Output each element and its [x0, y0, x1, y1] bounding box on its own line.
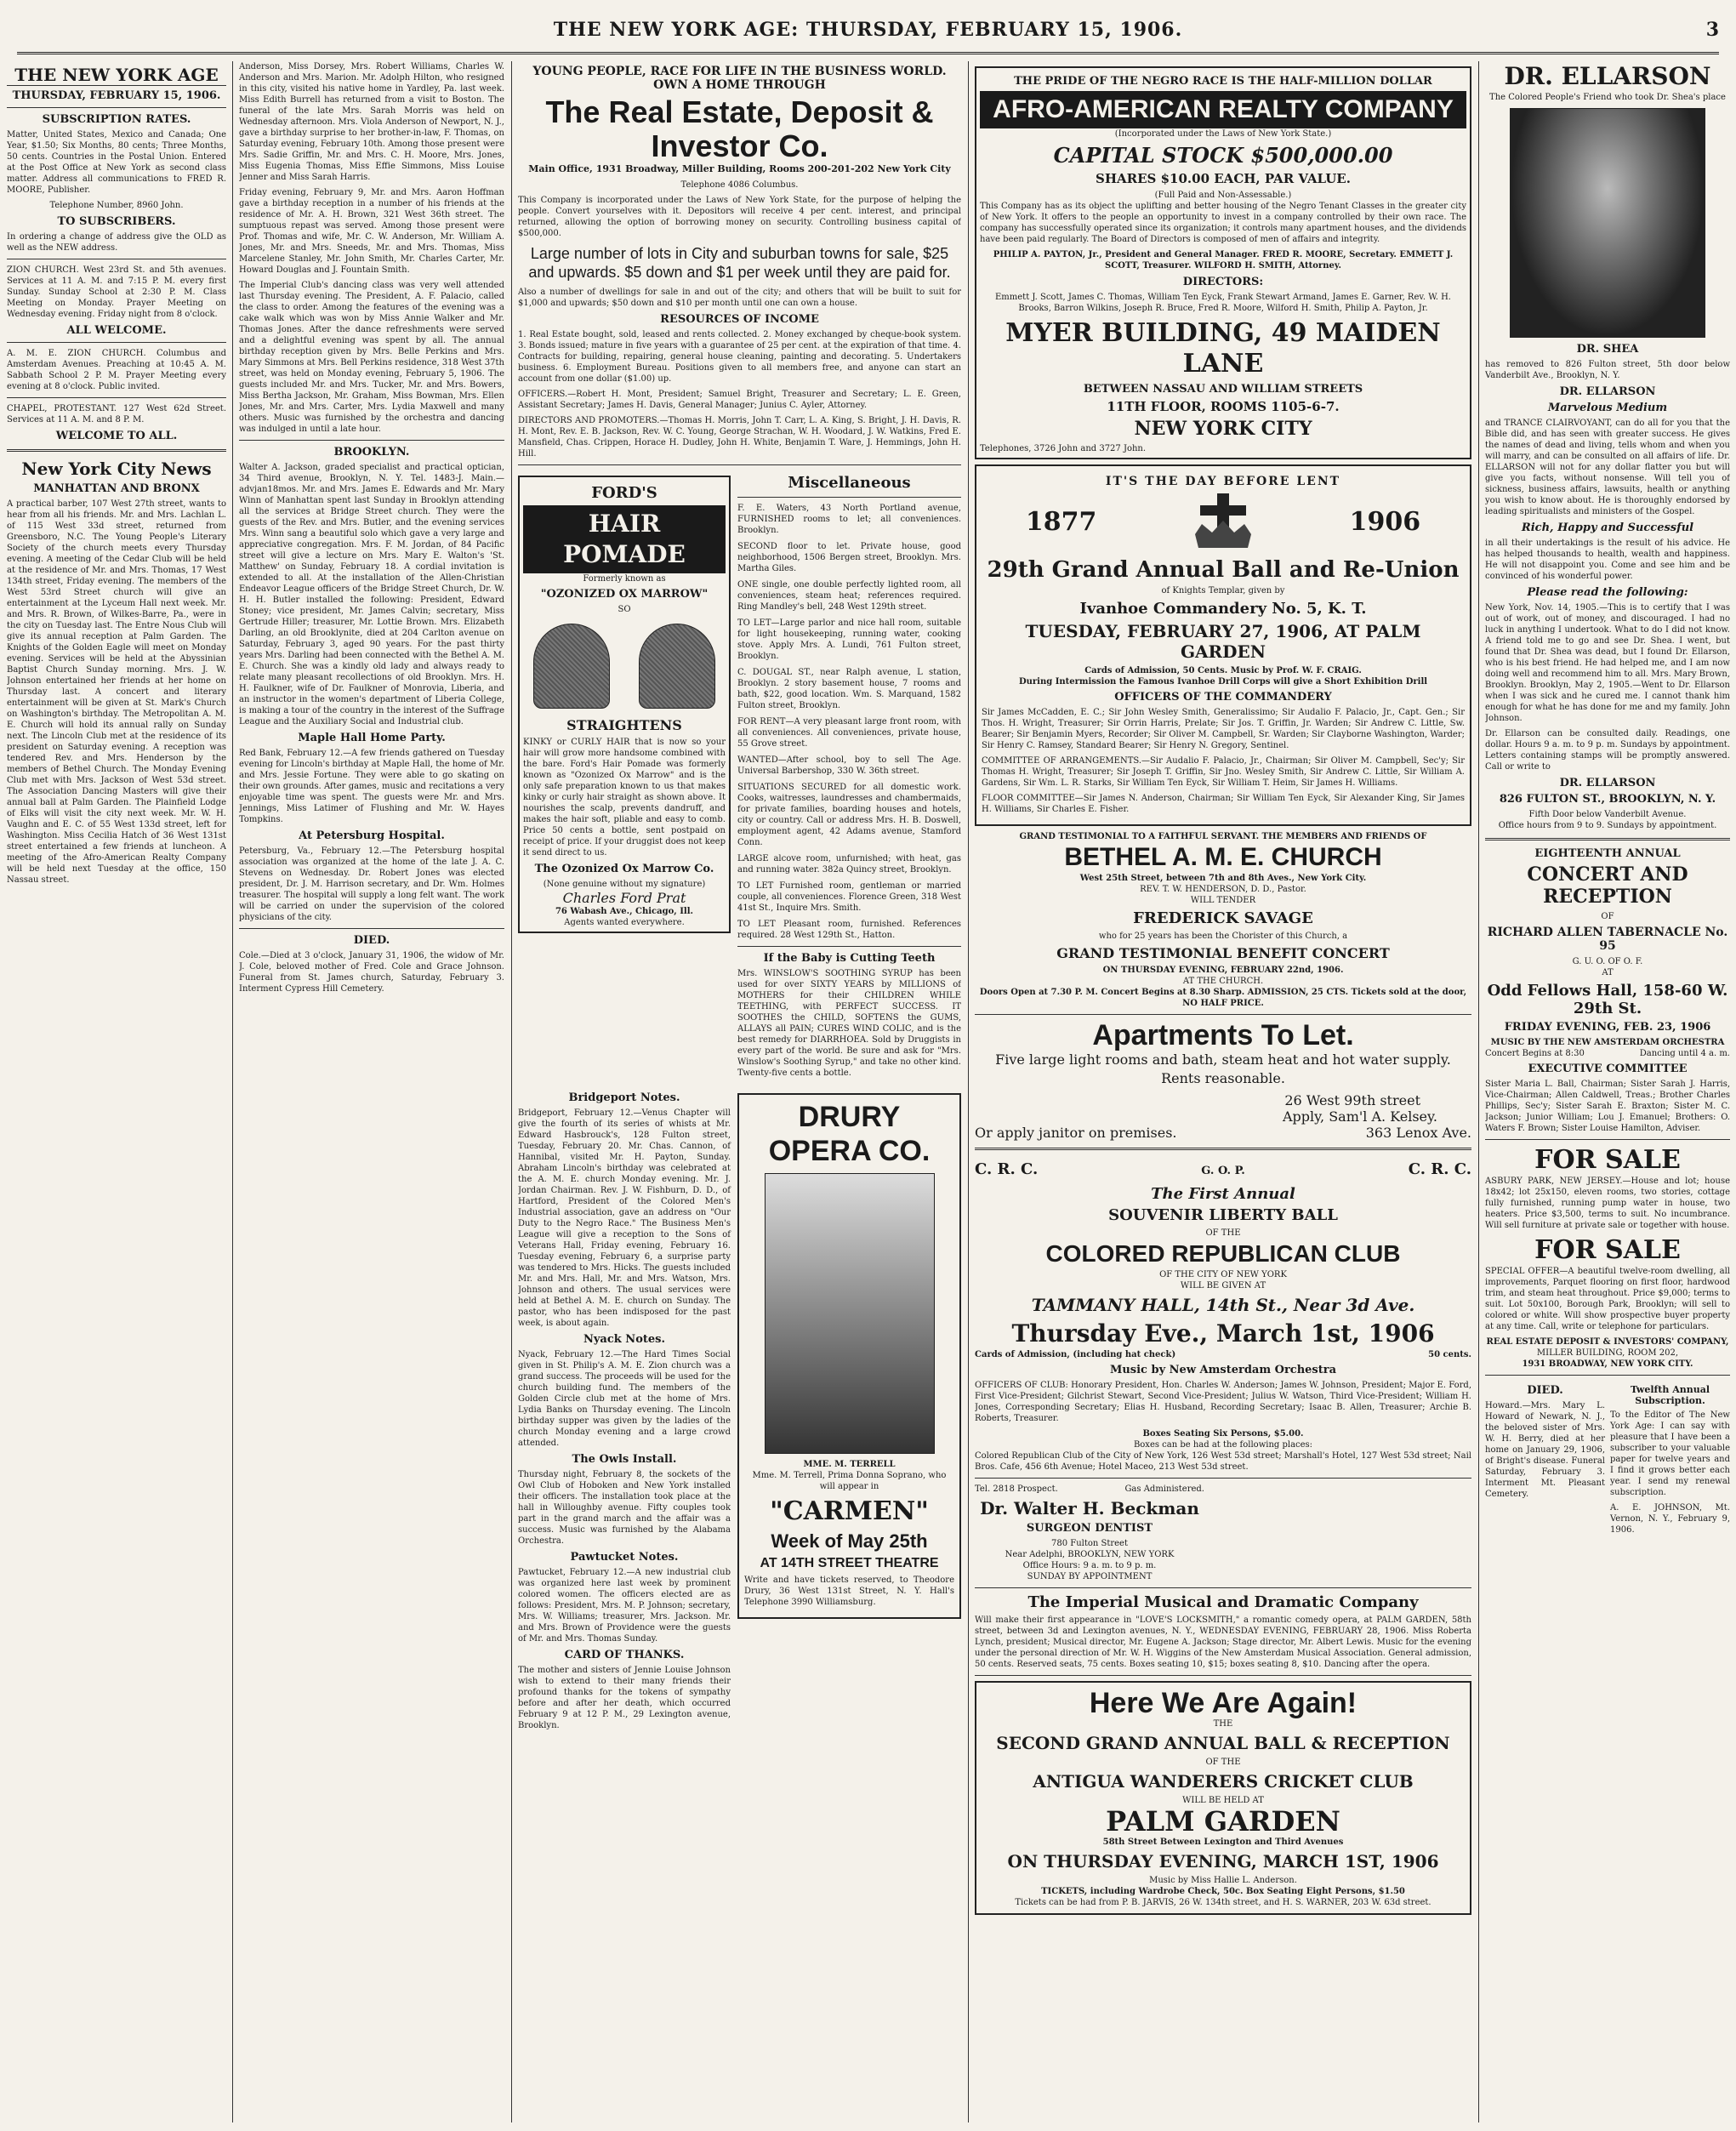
concert-begins: Concert Begins at 8:30 — [1485, 1049, 1585, 1058]
column-rule — [968, 61, 969, 2122]
realestate-company-name: The Real Estate, Deposit & Investor Co. — [545, 94, 934, 163]
boxes-sale: Boxes can be had at the following places: — [1133, 1440, 1313, 1450]
realestate-directors: DIRECTORS AND PROMOTERS.—Thomas H. Morris, John T. Carr, L. A. King, S. Bright, J. H. Davis, R. H. Mont, Rev. E. B. Jackson, Rev. W. C. Young, George Strachan, W. H. Woodard, J. W. Watkins, Fred E. Mansfield, Chas. Crippen, Horace H. Dudley, John H. White, Benjamin T. Ware, J. Hemmings, John H. Hill. — [518, 416, 961, 459]
apartments-janitor: Or apply janitor on premises. — [975, 1125, 1177, 1141]
pomade-ad — [518, 470, 731, 1083]
realestate-telephone: Telephone 4086 Columbus. — [680, 180, 799, 190]
classified-ad: F. E. Waters, 43 North Portland avenue, FURNISHED rooms to let; all conveniences. Brooklyn. — [737, 504, 961, 535]
directors-heading: DIRECTORS: — [1182, 276, 1264, 288]
drury-desc: Mme. M. Terrell, Prima Donna Soprano, who will appear in — [752, 1471, 947, 1491]
baby-heading: If the Baby is Cutting Teeth — [763, 952, 936, 965]
will-tender: WILL TENDER — [1190, 896, 1256, 905]
realty-name: AFRO-AMERICAN REALTY COMPANY — [980, 91, 1466, 128]
floor-committee: FLOOR COMMITTEE—Sir James N. Anderson, Chairman; Sir William Ten Eyck, Sir Alexander King, Sir James H. Williams, Sir Charles E. Fisher. — [982, 794, 1465, 814]
ivanhoe-line: Ivanhoe Commandery No. 5, K. T. — [1079, 600, 1367, 618]
apartments-ad — [975, 1020, 1471, 1141]
bethel-title: BETHEL A. M. E. CHURCH — [1064, 843, 1382, 871]
thanks-heading: CARD OF THANKS. — [564, 1649, 685, 1661]
ball-admission: Cards of Admission, 50 Cents. Music by Prof. W. F. CRAIG. — [1084, 666, 1362, 675]
city-ny: OF THE CITY OF NEW YORK — [1159, 1270, 1287, 1279]
classified-ad: TO LET Pleasant room, furnished. References required. 28 West 129th St., Hatton. — [737, 920, 961, 940]
gud-order: G. U. O. OF O. F. — [1572, 957, 1643, 966]
date-line: THURSDAY, FEBRUARY 15, 1906. — [12, 89, 221, 102]
column-rule — [232, 61, 233, 2122]
bridgeport-text: Bridgeport, February 12.—Venus Chapter will give the fourth of its series of whists at Mr. Edward Hasbrouck's, 128 Fulton street, Tuesday, February 20. Mr. Chas. Cannon, of Hannibal, visited Mr. H. Payton, Sunday. Abraham Lincoln's birthday was celebrated at the A. M. E. church Monday evening. Mr. J. Jordan Chairman. Rev. J. W. Fishburn, D. D., of Hartford, President of the Colored Men's Industrial association, gave an address on "Our Duty to the Negro Race." The Business Men's League will give a reception to the Sons of Veterans Hall, Friday evening, February 16. Tuesday evening, February 6, a surprise party was tendered to Mrs. Hicks. The guests included Mr. and Mrs. Hall, Mr. and Mrs. Watson, Mrs. Johnson and others. The usual services were held at Bethel A. M. E. church on Sunday. The pastor, who has been indisposed for the past week, is about again. — [518, 1108, 731, 1328]
second-ball: SECOND GRAND ANNUAL BALL & RECEPTION — [996, 1733, 1450, 1753]
pomade-old-name: "OZONIZED OX MARROW" — [540, 588, 709, 601]
beckman-gas: Gas Administered. — [1124, 1484, 1204, 1494]
pawtucket-text: Pawtucket, February 12.—A new industrial club was organized here last week by prominent colored women. The officers elected are as follows: President, Mrs. M. P. Johnson; secretary, Mrs. W. Williams; treasurer, Mrs. Jackson. Mr. and Mrs. Brown of Providence were the guests of Mr. and Mrs. Thomas Sunday. — [518, 1568, 731, 1644]
lent-line: IT'S THE DAY BEFORE LENT — [1105, 475, 1341, 488]
drury-ad — [737, 1088, 961, 1735]
at-label: AT — [1602, 968, 1614, 977]
society-text: The Imperial Club's dancing class was very well attended last Thursday evening. The President, A. F. Palacio, called the class to order. Among the features of the evening was a cake walk which was won by Miss Annie Walker and Mr. Thomas Jones. After the dance refreshments were served and a delightful evening was spent by all. The annual birthday reception given by Mrs. Belle Perkins and Mrs. Mary Simmons at Mrs. Bell Perkins residence, 318 West 37th street, was held on Monday evening, February 5, 1906. The guests included Mr. and Mrs. Tucker, Mr. and Mrs. Bowers, Miss Bertha Jackson, Mr. Graham, Miss Bowman, Mrs. Ellen Jones, Mr. and Mrs. Carter, Mrs. Lydia Maxwell and many others. Music was furnished by the orchestra and dancing was indulged in until a late hour. — [239, 281, 504, 434]
classified-ad: WANTED—After school, boy to sell The Age. Universal Barbershop, 330 W. 36th street. — [737, 755, 961, 776]
imperial-text: Will make their first appearance in "LOVE'S LOCKSMITH," a romantic comedy opera, at PALM GARDEN, 58th street, between 3d and Lexington avenues, N. Y., WEDNESDAY EVENING, FEBRUARY 28, 1906. Miss Roberta Lynch, president; Musical director, Mr. Eugene A. Jackson; Stage director, Mr. Albert Lewis. Music for the evening under the personal direction of Mr. W. H. Wiggins of the New Amsterdam Musical Association. General admission, 50 cents. Reserved seats, 75 cents. Boxes seating 10, $15; boxes seating 8, $10. Dancing after the opera. — [975, 1615, 1471, 1669]
ellarson-closing: Dr. Ellarson can be consulted daily. Readings, one dollar. Hours 9 a. m. to 9 p. m. Sundays by appointment. Letters containing stamps will be promptly answered. Call or write to — [1485, 729, 1730, 772]
masthead-title: THE NEW YORK AGE: THURSDAY, FEBRUARY 15, 1906. — [553, 18, 1183, 41]
manhattan-heading: MANHATTAN AND BRONX — [33, 482, 200, 495]
thanks-text: The mother and sisters of Jennie Louise Johnson wish to extend to their many friends their profound thanks for the tokens of sympathy before and after her death, which occurred February 9 at 12 P. M., 29 Lexington avenue, Brooklyn. — [518, 1666, 731, 1730]
concert-title: GRAND TESTIMONIAL BENEFIT CONCERT — [1056, 945, 1390, 961]
myer-tel: Telephones, 3726 John and 3727 John. — [980, 444, 1147, 453]
pomade-address: 76 Wabash Ave., Chicago, Ill. — [555, 907, 694, 916]
odd-fellows-ad — [1485, 847, 1730, 1134]
church-notice: ZION CHURCH. West 23rd St. and 5th avenues. Services at 11 A. M. and 7:15 P. M. every first Sunday. Sunday School at 2:30 P. M. Class Meeting on Monday. Prayer Meeting on Wednesday evening. Friday night from 8 o'clock. — [7, 265, 226, 319]
antigua-club: ANTIGUA WANDERERS CRICKET CLUB — [1033, 1771, 1414, 1792]
thursday-eve: Thursday Eve., March 1st, 1906 — [1011, 1319, 1435, 1348]
realty-top: THE PRIDE OF THE NEGRO RACE IS THE HALF-MILLION DOLLAR — [1014, 75, 1432, 88]
classified-ad: LARGE alcove room, unfurnished; with heat, gas and running water. 382a Quincy street, Brooklyn. — [737, 854, 961, 875]
friday-evening: FRIDAY EVENING, FEB. 23, 1906 — [1504, 1021, 1711, 1034]
ellarson-name-3: DR. ELLARSON — [1559, 777, 1656, 789]
dancing-until: Dancing until 4 a. m. — [1639, 1049, 1730, 1058]
terrell-portrait — [765, 1173, 935, 1454]
palm-garden: PALM GARDEN — [1106, 1805, 1340, 1838]
drury-title: DRURY OPERA CO. — [768, 1101, 931, 1167]
realty-text: This Company has as its object the uplifting and better housing of the Negro Tenant Classes in the greater city of New York. It offers to the people an opportunity to invest in a company controlled by their own race. The company has successfully operated since its organization; it controls many apartment houses, and the dividends have been paid regularly. The Board of Directors is composed of men of affairs and integrity. — [980, 202, 1466, 244]
column-6 — [1485, 61, 1730, 2122]
bridgeport-heading: Bridgeport Notes. — [568, 1091, 680, 1104]
maple-hall-text: Red Bank, February 12.—A few friends gathered on Tuesday evening for Lincoln's birthday at Maple Hall, the home of Mr. and Mrs. Jessie Fortune. They were able to go skating on their own grounds. After games, music and recitations a very enjoyable time was spent. The guests were Mr. and Mrs. Jennings, Miss Latimer of Flushing and Mr. W. Hayes Tompkins. — [239, 749, 504, 824]
society-text: Anderson, Miss Dorsey, Mrs. Robert Williams, Charles W. Anderson and Mrs. Marion. Mr. Adolph Hilton, who resigned in this city, visited his native home in Yardley, Pa. last week. Miss Edith Burrell has returned from a visit to Boston. The funeral of the late Mrs. Sarah Morris was held on Wednesday afternoon. Mrs. Viola Anderson of Newport, N. J., gave a birthday surprise to her brother-in-law, F. Thomas, on Saturday evening, February 10th. Among those present were Mrs. Sadie Griffin, Mr. and Mrs. C. H. Moore, Mrs. Jones, Miss Eugenia Thomas, Miss Effie Simmons, Miss Louise Jenner and Miss Sarah Harris. — [239, 62, 504, 182]
subscription-text: Matter, United States, Mexico and Canada; One Year, $1.50; Six Months, 80 cents; Three Months, 50 cents. Countries in the Postal Union. Entered at the Post Office at New York as second class matter. Address all communications to FRED R. MOORE, Publisher. — [7, 130, 226, 195]
pomade-text: KINKY or CURLY HAIR that is now so your hair will grow more handsome combined with the bare. Ford's Hair Pomade was formerly known as "Ozonized Ox Marrow" and is the only safe preparation known to us that makes kinky or curly hair straight as shown above. It nourishes the scalp, prevents dandruff, and makes the hair soft, pliable and easy to comb. Price 50 cents a bottle, sent postpaid on receipt of price. If your druggist does not keep it send direct to us. — [523, 738, 726, 858]
concert-date: ON THURSDAY EVENING, FEBRUARY 22nd, 1906. — [1102, 966, 1344, 975]
doors-line: Doors Open at 7.30 P. M. Concert Begins at 8.30 Sharp. ADMISSION, 25 CTS. Tickets sold at the door, NO HALF PRICE. — [979, 988, 1467, 1008]
tickets: TICKETS, including Wardrobe Check, 50c. Box Seating Eight Persons, $1.50 — [1041, 1887, 1405, 1896]
telephone-line: Telephone Number, 8960 John. — [49, 201, 184, 210]
testimonial-line: GRAND TESTIMONIAL TO A FAITHFUL SERVANT. THE MEMBERS AND FRIENDS OF — [1019, 832, 1427, 841]
ellarson-office: Office hours from 9 to 9. Sundays by appointment. — [1498, 821, 1717, 830]
carmen-title: "CARMEN" — [770, 1496, 929, 1526]
ellarson-tagline: The Colored People's Friend who took Dr. Shea's place — [1489, 93, 1726, 102]
column-rule — [511, 61, 512, 2122]
rich-heading: Rich, Happy and Successful — [1521, 521, 1694, 534]
realestate-banner: YOUNG PEOPLE, RACE FOR LIFE IN THE BUSINESS WORLD. OWN A HOME THROUGH — [532, 65, 947, 92]
knights-ball-ad — [975, 464, 1471, 826]
will-be-held: WILL BE HELD AT — [1182, 1796, 1264, 1805]
of-label: OF — [1601, 912, 1614, 921]
fifty-cents: 50 cents. — [1428, 1350, 1471, 1359]
pomade-so: SO — [618, 605, 631, 614]
petersburg-heading: At Petersburg Hospital. — [299, 829, 445, 842]
page-number: 3 — [1705, 18, 1719, 41]
committee-text: Sister Maria L. Ball, Chairman; Sister Sarah J. Harris, Vice-Chairman; Allen Caldwell, Treas.; Brother Charles Phillips, Sec'y; Sister Sarah E. Braxton; Sister M. C. Jackson; Junior William; Lou J. Emanuel; Brothers: O. Waters F. Brown; Sister Louise Hamilton, Adviser. — [1485, 1080, 1730, 1133]
exec-committee-heading: EXECUTIVE COMMITTEE — [1528, 1063, 1688, 1075]
club-officers: OFFICERS OF CLUB: Honorary President, Hon. Charles W. Anderson; James W. Johnson, President; Major E. Ford, First Vice-President; Gilchrist Stewart, Second Vice-President; Julius W. Watson, Third Vice-President; William H. Jones, Corresponding Secretary; Elias H. Husband, Recording Secretary; Isaac B. Allen, Treasurer; Archie B. Roberts, Treasurer. — [975, 1381, 1471, 1423]
week-of: Week of May 25th — [771, 1530, 928, 1552]
music-orchestra: MUSIC BY THE NEW AMSTERDAM ORCHESTRA — [1490, 1038, 1725, 1047]
bethel-pastor: REV. T. W. HENDERSON, D. D., Pastor. — [1140, 885, 1306, 894]
pomade-signature-note: (None genuine without my signature) — [543, 880, 706, 889]
realty-directors: Emmett J. Scott, James C. Thomas, William Ten Eyck, Frank Stewart Armand, James E. Garner, Rev. W. H. Brooks, Barron Wilkins, Joseph R. Bruce, Fred R. Moore, Wilford H. Smith, Philip A. Payton, Jr. — [995, 293, 1451, 313]
music-nao: Music by New Amsterdam Orchestra — [1109, 1364, 1337, 1376]
head-after-illustration — [639, 624, 715, 709]
commandery-heading: OFFICERS OF THE COMMANDERY — [1114, 691, 1332, 704]
realty-officers: PHILIP A. PAYTON, Jr., President and General Manager. FRED R. MOORE, Secretary. EMMETT J. SCOTT, Treasurer. WILFORD H. SMITH, Attorney. — [993, 250, 1454, 271]
twelfth-heading: Twelfth Annual Subscription. — [1630, 1384, 1710, 1406]
ellarson-address-2: Fifth Door below Vanderbilt Avenue. — [1528, 810, 1687, 819]
nyack-heading: Nyack Notes. — [583, 1333, 665, 1346]
ball-title: 29th Grand Annual Ball and Re-Union — [987, 557, 1460, 583]
died-text: Cole.—Died at 3 o'clock, January 31, 1906, the widow of Mr. J. Cole, beloved mother of Fred. Cole and Grace Johnson. Funeral from St. James church, Saturday, February 3. Interment Cypress Hill Cemetery. — [239, 951, 504, 994]
beckman-title: SURGEON DENTIST — [1026, 1522, 1153, 1535]
beckman-hours: Office Hours: 9 a. m. to 9 p. m. — [1022, 1561, 1157, 1570]
odd-fellows-hall: Odd Fellows Hall, 158-60 W. 29th St. — [1487, 982, 1728, 1017]
chapel-notice: CHAPEL, PROTESTANT. 127 West 62d Street. Services at 11 A. M. and 8 P. M. — [7, 404, 226, 424]
shea-text: has removed to 826 Fulton street, 5th door below Vanderbilt Ave., Brooklyn, N. Y. — [1485, 360, 1730, 380]
classified-ad: TO LET Furnished room, gentleman or married couple, all conveniences. Florence Green, 318 West 41st St., Inquire Mrs. Smith. — [737, 881, 961, 913]
shea-name: DR. SHEA — [1576, 343, 1639, 356]
cross-crown-icon — [1185, 492, 1261, 551]
apartments-title: Apartments To Let. — [1092, 1019, 1354, 1051]
to-subscribers-text: In ordering a change of address give the OLD as well as the NEW address. — [7, 232, 226, 253]
lots-offer: Large number of lots in City and suburban towns for sale, $25 and upwards. $5 down and $1 per week until they are paid for. — [528, 245, 951, 281]
myer-city: NEW YORK CITY — [1134, 418, 1312, 440]
pomade-agents: Agents wanted everywhere. — [564, 918, 685, 927]
palm-address: 58th Street Between Lexington and Third Avenues — [1102, 1838, 1344, 1847]
beckman-tel: Tel. 2818 Prospect. — [975, 1484, 1058, 1494]
welcome-line: WELCOME TO ALL. — [55, 430, 178, 442]
antigua-ball-ad — [975, 1681, 1471, 1915]
twelfth-text: To the Editor of The New York Age: I can say with pleasure that I have been a subscriber to your valuable paper for twelve years and I find it grows better each year. I send my renewal subscription. — [1610, 1410, 1730, 1497]
apartments-address: 26 West 99th street — [1284, 1092, 1420, 1108]
died-text: Howard.—Mrs. Mary L. Howard of Newark, N. J., the beloved sister of Mrs. W. H. Berry, died at her home on January 29, 1906, of Bright's disease. Funeral Saturday, February 3. Interment Mt. Pleasant Cemetery. — [1485, 1401, 1605, 1499]
colored-republican-club: COLORED REPUBLICAN CLUB — [1045, 1240, 1401, 1267]
petersburg-text: Petersburg, Va., February 12.—The Petersburg hospital association was organized at the home of the late J. A. C. Stevens on Wednesday. Dr. Robert Jones was elected president, Dr. J. M. Harrison secretary, and Dr. Wm. Holmes treasurer. The hospital will supply a long felt want. The work will be carried on under the supervision of the colored physicians of the city. — [239, 846, 504, 922]
classified-ad: FOR RENT—A very pleasant large front room, with all conveniences. All conveniences, private house, 55 Grove street. — [737, 717, 961, 749]
myer-floor: 11TH FLOOR, ROOMS 1105-6-7. — [1107, 399, 1340, 414]
baby-text: Mrs. WINSLOW'S SOOTHING SYRUP has been used for over SIXTY YEARS by MILLIONS of MOTHERS for their CHILDREN WHILE TEETHING, with PERFECT SUCCESS. IT SOOTHES the CHILD, SOFTENS the GUMS, ALLAYS all PAIN; CURES WIND COLIC, and is the best remedy for DIARRHOEA. Sold by Druggists in every part of the world. Be sure and ask for "Mrs. Winslow's Soothing Syrup," and take no other kind. Twenty-five cents a bottle. — [737, 969, 961, 1078]
broadway-address: 1931 BROADWAY, NEW YORK CITY. — [1522, 1359, 1693, 1369]
imperial-heading: The Imperial Musical and Dramatic Company — [1027, 1593, 1419, 1611]
here-again: Here We Are Again! — [1089, 1687, 1357, 1719]
realestate-office: Main Office, 1931 Broadway, Miller Building, Rooms 200-201-202 New York City — [528, 163, 951, 174]
tickets-note: Tickets can be had from P. B. JARVIS, 26 W. 134th street, and H. S. WARNER, 203 W. 63d street. — [1015, 1898, 1431, 1907]
beckman-sunday: SUNDAY BY APPOINTMENT — [1027, 1572, 1153, 1581]
classified-ad: ONE single, one double perfectly lighted room, all conveniences, steam heat; references required. Ring Mandley's bell, 248 West 129th street. — [737, 580, 961, 612]
capital-stock: CAPITAL STOCK $500,000.00 — [1053, 143, 1393, 168]
owls-text: Thursday night, February 8, the sockets of the Owl Club of Hoboken and New York installed their officers. The installation took place at the hall in Willoughby avenue. Fifty couples took part in the grand march and the affair was a success. Music was furnished by the Alabama Orchestra. — [518, 1470, 731, 1546]
pawtucket-heading: Pawtucket Notes. — [570, 1551, 679, 1564]
society-text: Friday evening, February 9, Mr. and Mrs. Aaron Hoffman gave a birthday reception in a number of his friends at the residence of Mr. A. H. Brown, 321 West 36th street. The sumptuous repast was served. Among those present were Prof. Thomas and wife, Mr. C. W. Anderson, Mr. William A. Jones, Mr. and Mrs. Sneeds, Mr. and Mrs. Thomas, Miss Marcelene Stanley, Mr. John Smith, Mr. Charles Carter, Mr. Howard Douglas and J. Fountain Smith. — [239, 188, 504, 275]
welcome-line: ALL WELCOME. — [66, 324, 167, 337]
ellarson-portrait — [1510, 108, 1705, 338]
local-notes-column — [518, 1088, 731, 1735]
eighteenth-annual: EIGHTEENTH ANNUAL — [1534, 847, 1681, 860]
drill-line: During Intermission the Famous Ivanhoe Drill Corps will give a Short Exhibition Drill — [1018, 677, 1428, 687]
souvenir-ball: SOUVENIR LIBERTY BALL — [1108, 1206, 1338, 1224]
maple-hall-heading: Maple Hall Home Party. — [298, 732, 446, 744]
church-notice: A. M. E. ZION CHURCH. Columbus and Amsterdam Avenues. Preaching at 10:45 A. M. Sabbath School 2 P. M. Prayer Meeting every evening at 8 o'clock. Public invited. — [7, 349, 226, 391]
apartments-text: Five large light rooms and bath, steam heat and hot water supply. Rents reasonable. — [995, 1051, 1451, 1086]
twelfth-sign: A. E. JOHNSON, Mt. Vernon, N. Y., February 9, 1906. — [1610, 1503, 1730, 1535]
pomade-straightens: STRAIGHTENS — [566, 717, 682, 733]
column-1 — [7, 61, 226, 2122]
died-heading: DIED. — [1527, 1384, 1563, 1397]
realestate-intro: This Company is incorporated under the Laws of New York State, for the purpose of helping the people. Convert yourselves with it. Depositors will receive 4 per cent. interest, and principal returned, allowing the option of borrowing money on security. Controlling business capital of $500,000. — [518, 196, 961, 238]
crc-left: C. R. C. — [975, 1160, 1039, 1178]
classified-ad: SITUATIONS SECURED for all domestic work. Cooks, waitresses, laundresses and chambermaids, for private families, boarding houses and hotels, city or country. Call or address Mrs. H. B. Doswell, employment agent, 42 Adams avenue, Stamford Conn. — [737, 783, 961, 847]
given-at: WILL BE GIVEN AT — [1180, 1281, 1266, 1291]
realestate-officers: OFFICERS.—Robert H. Mont, President; Samuel Bright, Treasurer and Secretary; L. E. Green, Assistant Secretary; James H. Davis, General Manager; Junius C. Ayler, Attorney. — [518, 390, 961, 410]
ellarson-name-2: DR. ELLARSON — [1559, 385, 1656, 398]
shares-note: (Full Paid and Non-Assessable.) — [1154, 191, 1292, 200]
for-sale-heading: FOR SALE — [1534, 1235, 1681, 1265]
rich-text: in all their undertakings is the result of his advice. He has helped thousands to health, wealth and happiness. He will not disappoint you. Come and see him and be convinced of his wonderful power. — [1485, 538, 1730, 581]
first-annual: The First Annual — [1151, 1185, 1295, 1203]
apartments-apply: Apply, Sam'l A. Kelsey. — [1282, 1108, 1437, 1125]
resources-text: 1. Real Estate bought, sold, leased and rents collected. 2. Money exchanged by cheque-book system. 3. Bonds issued; mature in five years with a guarantee of 25 per cent. at the expiration of that time. 4. Contracts for building, repairing, general house cleaning, painting and decorating. 5. Undertakers business. 6. Employment Bureau. Positions given to all members free, and anyone can start an account from one dollar ($1.00) up. — [518, 330, 961, 384]
savage-desc: who for 25 years has been the Chorister of this Church, a — [1098, 932, 1348, 941]
drury-text: Write and have tickets reserved, to Theodore Drury, 36 West 131st Street, N. Y. Hall's Telephone 3990 Williamsburg. — [744, 1575, 954, 1607]
republican-ball-ad — [975, 1157, 1471, 1473]
beckman-ad — [975, 1484, 1204, 1582]
tammany-hall: TAMMANY HALL, 14th St., Near 3d Ave. — [1031, 1295, 1415, 1315]
crc-right: C. R. C. — [1408, 1160, 1471, 1178]
subscription-heading: SUBSCRIPTION RATES. — [42, 113, 191, 126]
bethel-ad — [975, 831, 1471, 1009]
beckman-city: Near Adelphi, BROOKLYN, NEW YORK — [1005, 1550, 1175, 1559]
for-sale-heading: FOR SALE — [1534, 1145, 1681, 1175]
column-2 — [239, 61, 504, 2122]
brooklyn-text: Walter A. Jackson, graded specialist and practical optician, 34 Third avenue, Brooklyn, N. Y. Tel. 1483-J. Main.—advjan18mos. Mr. and Mrs. James E. Edwards and Mr. Mary Winn of Manhattan spent last Sunday in Brooklyn attending all the services at Bridge Street church. They were the guests of the Rev. and Mrs. Butler, and the evening services Mrs. Winn sang a beautiful solo which gave a very large and appreciative congregation. Mrs. F. M. Jordan, of 84 Pacific street will give a lecture on Mrs. Mary E. Walton's 'St. Matthew' on Sunday, February 18. A cordial invitation is extended to all. At the installation of the Allen-Christian Endeavor League officers of the Bridge Street Church, Dr. W. H. H. Butler installed the following: President, Edward Stoney; vice president, Mr. James Calvin; secretary, Miss Gertrude Hiller; treasurer, Mr. Lottie Brown. Mrs. Elizabeth Darling, an old Brooklynite, died at 204 Carlton avenue on Saturday, February 3, aged 90 years. For the past thirty years Mrs. Darling had been connected with the Bethel A. M. E. Church. She was a kindly old lady and always ready to relate many pleasant recollections of old Brooklyn. Mrs. H. H. Faulkner, wife of Dr. Faulkner of Monrovia, Liberia, and an instructor in the women's department of Liberia College, is making a tour of the country in the interest of the Suffrage League and the Auxiliary Social and Industrial club. — [239, 463, 504, 726]
the-word: THE — [1213, 1719, 1233, 1729]
owls-heading: The Owls Install. — [572, 1453, 677, 1466]
realty-ad — [975, 66, 1471, 459]
city-news-text: A practical barber, 107 West 27th street, wants to hear from all his friends. Mr. and Mrs. Lachlan L. of 115 West 33d street, returned from Greensboro, N.C. The Young People's Literary Society of the church meets every Thursday evening. A meeting of the Cedar Club will be held at the residence of Mr. and Mrs. Thomas, 17 West 134th street, Friday evening. The members of the West 53rd Street church will give an entertainment at the Lyceum Hall next week. Mr. and Mrs. R. Brown, of Wilkes-Barre, Pa., were in the city on Tuesday last. The Entre Nous Club will give its annual reception at Palm Garden. The Knights of the Golden Eagle will meet on Monday evening. Services will be held at the Abyssinian Baptist Church Sunday morning. Mrs. J. W. Johnson entertained her friends at her home on Thursday last. A concert and literary entertainment will be given at St. Mark's Church on Washington's birthday. The Metropolitan A. M. E. Church will hold its annual rally on Sunday next. The Lincoln Club met at the residence of its president on Saturday evening. A reception was tendered Rev. and Mrs. Henderson by the members of Bethel Church. The Monday Evening Club met with Mrs. Jackson of West 53d street. The Association Dancing Masters will give their annual ball at Palm Garden. The Plainfield Lodge of Elks will visit the city next week. Mr. W. H. Vaughn and E. C. of 55 West 133d street, left for Washington. Miss Cecilia Hatch of 36 West 131st street entertained a few friends at luncheon. A meeting of the Afro-American Realty Company will be held next Tuesday at the office, 150 Nassau street. — [7, 499, 226, 885]
classified-ad: C. DOUGAL ST., near Ralph avenue, L station, Brooklyn. 2 story basement house, 7 rooms and bath, $22, good location. Wm. S. Marquand, 1582 Fulton street, Brooklyn. — [737, 668, 961, 710]
bethel-address: West 25th Street, between 7th and 8th Aves., New York City. — [1079, 874, 1367, 883]
realty-incorp: (Incorporated under the Laws of New York State.) — [1114, 129, 1332, 139]
trance-text: and TRANCE CLAIRVOYANT, can do all for you that the Bible did, and has seen with greater success. He gives the names of dead and living, tells whom and when you will marry, and can be consulted on all affairs of life. Dr. ELLARSON will not for any dollar flatter you but will give you facts, without nonsense. Will tell you of sickness, business affairs, lawsuits, health or anything you wish to know about. He is thoroughly endorsed by leading spiritualists and ministers of the Gospel. — [1485, 419, 1730, 516]
pomade-signature: Charles Ford Prat — [562, 890, 686, 906]
ellarson-address: 826 FULTON ST., BROOKLYN, N. Y. — [1499, 793, 1716, 806]
year-1877: 1877 — [1025, 506, 1097, 537]
arrangements-text: COMMITTEE OF ARRANGEMENTS.—Sir Audalio F. Palacio, Jr., Chairman; Sir Oliver M. Campbell, Sec'y; Sir Thomas H. Wright, Treasurer; Sir Joseph T. Griffin, Sir Jno. Wesley Smith, Sir Andrew C. Little, Sir William A. Gardens, Sir Wm. L. R. Starks, Sir William Ten Eyck, Sir William T. Heim, Sir James H. Williams. — [982, 756, 1465, 788]
died-heading: DIED. — [353, 934, 390, 947]
asbury-text: ASBURY PARK, NEW JERSEY.—House and lot; house 18x42; lot 25x150, eleven rooms, two stories, cottage fully furnished, running pump water in house, two heaters. Price $3,500, terms to suit. No incumbrance. Will sell furniture at private sale or together with house. — [1485, 1177, 1730, 1230]
boxes-price: Boxes Seating Six Persons, $5.00. — [1142, 1429, 1304, 1439]
of-the: OF THE — [1205, 1228, 1241, 1238]
music-miss: Music by Miss Hallie L. Anderson. — [1149, 1876, 1297, 1885]
to-subscribers-heading: TO SUBSCRIBERS. — [57, 215, 176, 228]
classified-ad: SECOND floor to let. Private house, good neighborhood, 1506 Bergen street, Brooklyn. Mrs. Martha Giles. — [737, 542, 961, 573]
cards-admission: Cards of Admission, (including hat check) — [975, 1350, 1176, 1359]
marvelous-medium: Marvelous Medium — [1547, 402, 1668, 414]
pomade-formerly: Formerly known as — [583, 574, 666, 584]
at-church: AT THE CHURCH. — [1182, 977, 1264, 986]
commandery-text: Sir James McCadden, E. C.; Sir John Wesley Smith, Generalissimo; Sir Audalio F. Palacio, Jr., Capt. Gen.; Sir Thos. H. Wright, Treasurer; Sir Orrin Harris, Prelate; Sir Jos. T. Griffin, Jr. Warden; Sir Andrew C. Little, Sw. Bearer; Sir Benjamin Myers, Recorder; Sir Oliver M. Campbell, Sr. Warden; Sir Clayborne Washington, Warder; Sir Henry C. Ramsey, Standard Bearer; Sir Henry N. Gregory, Sentinel. — [982, 708, 1465, 750]
brooklyn-heading: BROOKLYN. — [333, 446, 410, 459]
read-heading: Please read the following: — [1527, 586, 1688, 599]
resources-heading: RESOURCES OF INCOME — [660, 313, 819, 326]
miller-building: MILLER BUILDING, ROOM 202, — [1536, 1348, 1679, 1358]
nyack-text: Nyack, February 12.—The Hard Times Social given in St. Philip's A. M. E. Zion church was a grand success. The proceeds will be used for the church building fund. The members of the Golden Circle club met at the home of Mrs. Lydia Banks on Thursday evening. The Lincoln birthday supper was given by the ladies of the church Monday evening and a large crowd attended. — [518, 1350, 731, 1448]
beckman-address: 780 Fulton Street — [1050, 1539, 1128, 1548]
theatre-name: AT 14TH STREET THEATRE — [760, 1556, 939, 1570]
misc-ads-column — [737, 470, 961, 1083]
special-offer-text: SPECIAL OFFER—A beautiful twelve-room dwelling, all improvements, Parquet flooring on first floor, hardwood trim, and steam heat throughout. Price $9,000; terms to suit. Lot 50x100, Borough Park, Brooklyn; will sell to colored or white. Will show prospective buyer property at any time. Call, write or telephone for particulars. — [1485, 1267, 1730, 1331]
year-1906: 1906 — [1349, 506, 1421, 537]
concert-reception: CONCERT AND RECEPTION — [1527, 863, 1688, 908]
ball-date: TUESDAY, FEBRUARY 27, 1906, AT PALM GARDEN — [1025, 621, 1421, 662]
crc-gop: G. O. P. — [1201, 1165, 1245, 1177]
column-3 — [518, 61, 961, 2122]
column-rule — [1478, 61, 1479, 2122]
column-5 — [975, 61, 1471, 2122]
ellarson-name: DR. ELLARSON — [1504, 62, 1711, 90]
misc-heading: Miscellaneous — [788, 474, 911, 492]
thursday-march: ON THURSDAY EVENING, MARCH 1ST, 1906 — [1007, 1851, 1439, 1872]
drury-caption: MME. M. TERRELL — [803, 1460, 896, 1469]
boxes-places: Colored Republican Club of the City of New York, 126 West 53d street; Marshall's Hotel, 127 West 53d street; Nail Bros. Cafe, 456 6th Avenue; Hotel Maceo, 213 West 53d street. — [975, 1451, 1471, 1472]
pomade-brand: FORD'S — [591, 484, 657, 502]
apartments-lenox: 363 Lenox Ave. — [1365, 1125, 1471, 1141]
savage-name: FREDERICK SAVAGE — [1133, 909, 1313, 927]
of-the-2: OF THE — [1205, 1758, 1241, 1767]
knights-line: of Knights Templar, given by — [1161, 586, 1285, 595]
richard-allen: RICHARD ALLEN TABERNACLE No. 95 — [1487, 926, 1728, 953]
classified-ad: TO LET—Large parlor and nice hall room, suitable for light housekeeping, running water, cooking stove. Apply Mrs. A. Lundi, 761 Fulton street, Brooklyn. — [737, 618, 961, 661]
myer-building: MYER BUILDING, 49 MAIDEN LANE — [1005, 318, 1441, 379]
section-heading: New York City News — [21, 459, 212, 479]
beckman-name: Dr. Walter H. Beckman — [980, 1498, 1199, 1518]
pomade-name: HAIR POMADE — [523, 505, 726, 573]
paper-name: THE NEW YORK AGE — [7, 65, 226, 86]
head-before-illustration — [533, 624, 610, 709]
realestate-co: REAL ESTATE DEPOSIT & INVESTORS' COMPANY, — [1486, 1337, 1729, 1347]
read-text: New York, Nov. 14, 1905.—This is to certify that I was out of work, out of money, and discouraged. I had no luck in anything I undertook. What to do I did not know. A friend told me to go and see Dr. Shea. I went, but found that Dr. Shea was dead, but I found Dr. Ellarson, who is his best friend. He had helped me, and I am now doing well and recommend him to all. Mrs. Mary Brown, Brooklyn. Brooklyn, May 2, 1905.—Went to Dr. Ellarson when I was sick and he cured me. I cannot thank him enough for what he has done for me and my family. John Johnson. — [1485, 603, 1730, 723]
shares: SHARES $10.00 EACH, PAR VALUE. — [1096, 171, 1351, 186]
masthead — [17, 7, 1719, 54]
dwellings-text: Also a number of dwellings for sale in and out of the city; and others that will be built to suit for $1,000 and upwards; $50 down and $10 per month until one can own a house. — [518, 288, 961, 308]
myer-between: BETWEEN NASSAU AND WILLIAM STREETS — [1083, 383, 1363, 396]
pomade-company: The Ozonized Ox Marrow Co. — [534, 863, 714, 875]
